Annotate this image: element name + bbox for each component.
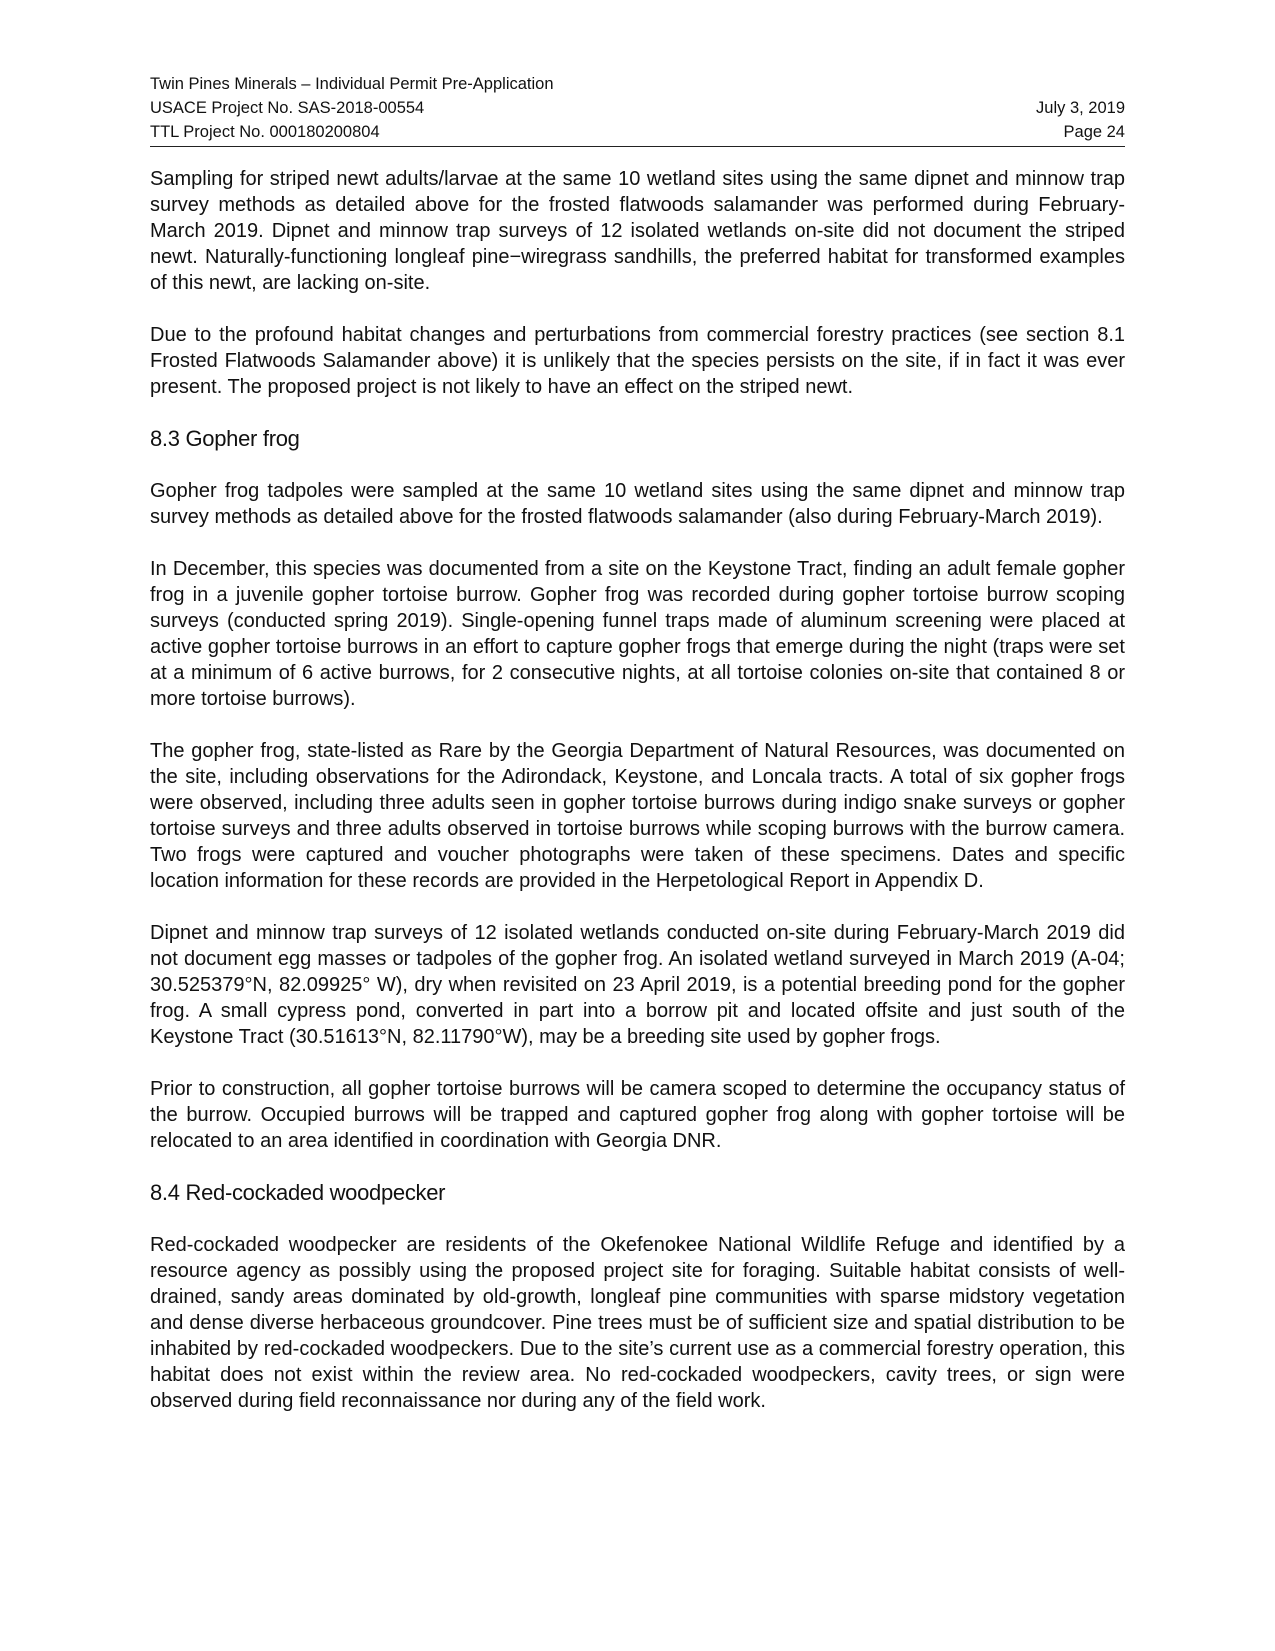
page-content: [150, 166, 1125, 1414]
header-date: July 3, 2019: [1036, 99, 1125, 117]
paragraph-gopher-frog-state-listed: The gopher frog, state-listed as Rare by the Georgia Department of Natural Resources, was documented on the site, including observations for the Adirondack, Keystone, and Loncala tracts. A total of six gopher frogs were observed, including three adults seen in gopher tortoise burrows during indigo snake surveys or gopher tortoise surveys and three adults observed in tortoise burrows while scoping burrows with the burrow camera. Two frogs were captured and voucher photographs were taken of these specimens. Dates and specific location information for these records are provided in the Herpetological Report in Appendix D.: [150, 740, 1125, 892]
paragraph-gopher-frog-wetland-surveys: Dipnet and minnow trap surveys of 12 isolated wetlands conducted on-site during February-March 2019 did not document egg masses or tadpoles of the gopher frog. An isolated wetland surveyed in March 2019 (A-04; 30.525379°N, 82.09925° W), dry when revisited on 23 April 2019, is a potential breeding pond for the gopher frog. A small cypress pond, converted in part into a borrow pit and located offsite and just south of the Keystone Tract (30.51613°N, 82.11790°W), may be a breeding site used by gopher frogs.: [150, 922, 1125, 1048]
paragraph-striped-newt-conclusion: Due to the profound habitat changes and perturbations from commercial forestry practices (see section 8.1 Frosted Flatwoods Salamander above) it is unlikely that the species persists on the site, if in fact it was ever present. The proposed project is not likely to have an effect on the striped newt.: [150, 324, 1125, 398]
header-row-1: [150, 72, 1125, 96]
header-ttl-project: TTL Project No. 000180200804: [150, 123, 380, 141]
heading-gopher-frog: 8.3 Gopher frog: [150, 426, 300, 451]
paragraph-gopher-frog-construction: Prior to construction, all gopher tortoise burrows will be camera scoped to determine the occupancy status of the burrow. Occupied burrows will be trapped and captured gopher frog along with gopher tortoise will be relocated to an area identified in coordination with Georgia DNR.: [150, 1078, 1125, 1152]
heading-red-cockaded-woodpecker: 8.4 Red-cockaded woodpecker: [150, 1180, 446, 1205]
header-document-title: Twin Pines Minerals – Individual Permit Pre-Application: [150, 75, 554, 93]
header-row-2: [150, 96, 1125, 120]
paragraph-red-cockaded-woodpecker: Red-cockaded woodpecker are residents of the Okefenokee National Wildlife Refuge and identified by a resource agency as possibly using the proposed project site for foraging. Suitable habitat consists of well-drained, sandy areas dominated by old-growth, longleaf pine communities with sparse midstory vegetation and dense diverse herbaceous groundcover. Pine trees must be of sufficient size and spatial distribution to be inhabited by red-cockaded woodpeckers. Due to the site’s current use as a commercial forestry operation, this habitat does not exist within the review area. No red-cockaded woodpeckers, cavity trees, or sign were observed during field reconnaissance nor during any of the field work.: [150, 1234, 1125, 1412]
paragraph-gopher-frog-december: In December, this species was documented from a site on the Keystone Tract, finding an adult female gopher frog in a juvenile gopher tortoise burrow. Gopher frog was recorded during gopher tortoise burrow scoping surveys (conducted spring 2019). Single-opening funnel traps made of aluminum screening were placed at active gopher tortoise burrows in an effort to capture gopher frogs that emerge during the night (traps were set at a minimum of 6 active burrows, for 2 consecutive nights, at all tortoise colonies on-site that contained 8 or more tortoise burrows).: [150, 558, 1125, 710]
page-header: [150, 72, 1125, 147]
header-row-3: [150, 120, 1125, 144]
header-page-number: Page 24: [1063, 123, 1125, 141]
paragraph-striped-newt-sampling: Sampling for striped newt adults/larvae at the same 10 wetland sites using the same dipnet and minnow trap survey methods as detailed above for the frosted flatwoods salamander was performed during February-March 2019. Dipnet and minnow trap surveys of 12 isolated wetlands on-site did not document the striped newt. Naturally-functioning longleaf pine−wiregrass sandhills, the preferred habitat for transformed examples of this newt, are lacking on-site.: [150, 168, 1125, 294]
header-usace-project: USACE Project No. SAS-2018-00554: [150, 99, 425, 117]
paragraph-gopher-frog-tadpoles: Gopher frog tadpoles were sampled at the same 10 wetland sites using the same dipnet and minnow trap survey methods as detailed above for the frosted flatwoods salamander (also during February-March 2019).: [150, 480, 1125, 528]
